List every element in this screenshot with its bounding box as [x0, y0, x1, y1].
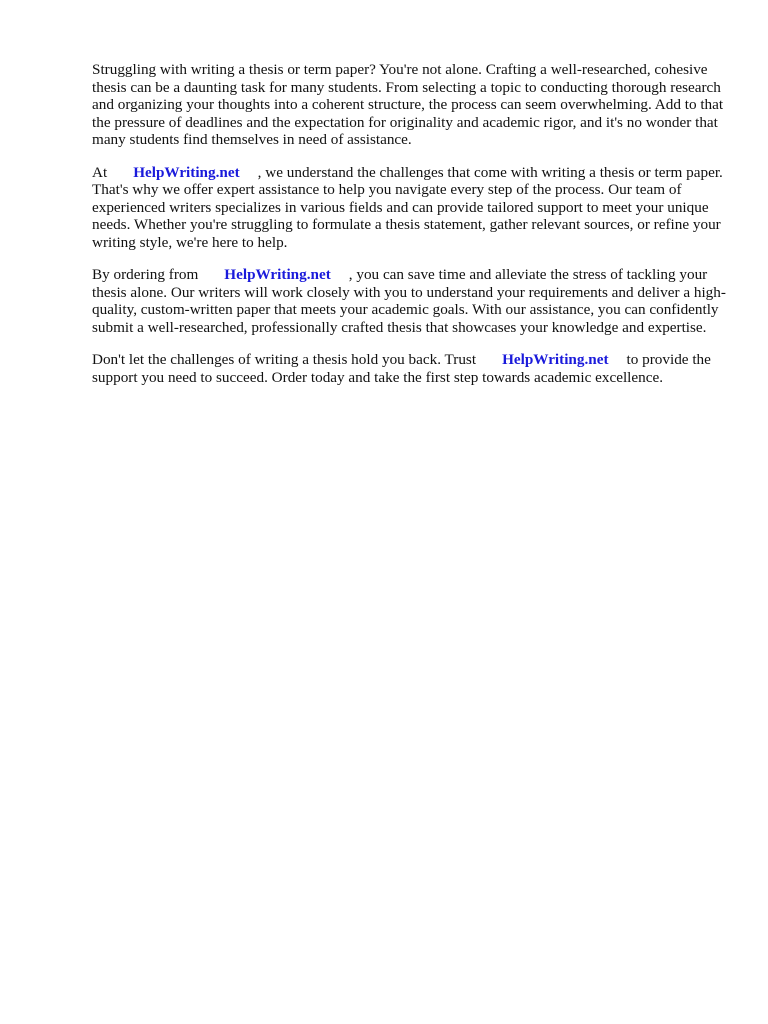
paragraph-closing-text: to provide the support you need to succeed. Order today and take the first step towards academic excellence.: [92, 351, 711, 386]
helpwriting-link-2[interactable]: HelpWriting.net: [224, 266, 331, 283]
paragraph-about-lead: At: [92, 163, 108, 181]
paragraph-closing-lead: Don't let the challenges of writing a thesis hold you back. Trust: [92, 351, 477, 368]
paragraph-ordering-lead: By ordering from: [92, 266, 199, 283]
paragraph-intro-text: Struggling with writing a thesis or term paper? You're not alone. Crafting a well-researched, cohesive thesis can be a daunting task for many students. From selecting a topic to conducting thorough research and organizing your thoughts into a coherent structure, the process can seem overwhelming. Add to that the pressure of deadlines and the expectation for originality and academic rigor, and it's no wonder that many students find themselves in need of assistance.: [92, 61, 724, 148]
paragraph-about-text: , we understand the challenges that come with writing a thesis or term paper. That's why we offer expert assistance to help you navigate every step of the process. Our team of experienced writers specializes in various fields and can provide tailored support to meet your unique needs. Whether you're struggling to formulate a thesis statement, gather relevant sources, or refine your writing style, we're here to help.: [92, 163, 723, 251]
helpwriting-link-1[interactable]: HelpWriting.net: [133, 163, 240, 181]
paragraph-ordering: [92, 266, 732, 336]
paragraph-intro: [92, 61, 732, 149]
document-body: [92, 61, 732, 401]
helpwriting-link-3[interactable]: HelpWriting.net: [502, 351, 609, 368]
paragraph-closing: [92, 351, 732, 386]
paragraph-ordering-text: , you can save time and alleviate the stress of tackling your thesis alone. Our writers will work closely with you to understand your requirements and deliver a high-quality, custom-written paper that meets your academic goals. With our assistance, you can confidently submit a well-researched, professionally crafted thesis that showcases your knowledge and expertise.: [92, 266, 726, 336]
paragraph-about: [92, 164, 732, 252]
